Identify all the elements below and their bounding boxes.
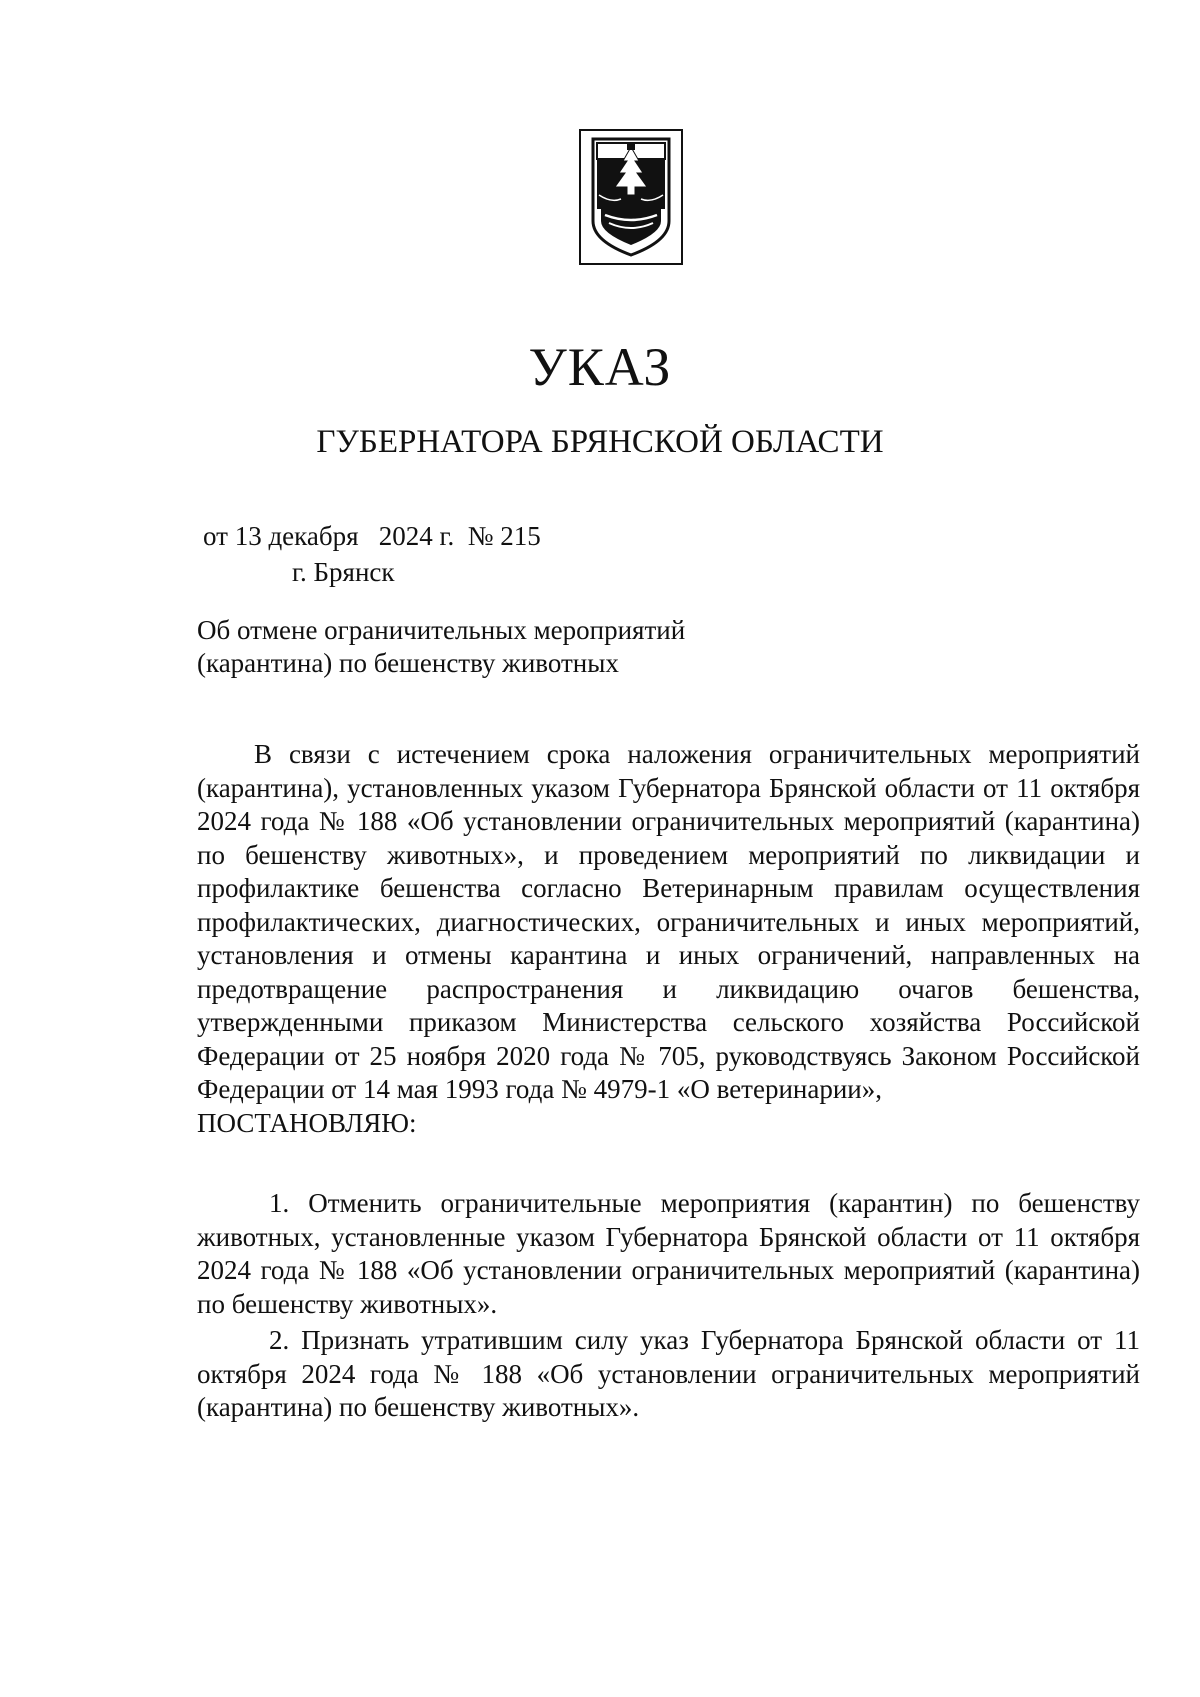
coat-of-arms-icon — [579, 129, 683, 265]
city-name: г. Брянск — [292, 557, 395, 587]
document-subtitle: ГУБЕРНАТОРА БРЯНСКОЙ ОБЛАСТИ — [316, 424, 884, 460]
decree-body — [197, 738, 1140, 1140]
document-title: УКАЗ — [528, 337, 672, 397]
decree-item-2: 2. Признать утратившим силу указ Губернатора Брянской области от 11 октября 2024 года № 188 «Об установлении ограничительных мероприятий (карантина) по бешенству животных». — [197, 1325, 1140, 1422]
subject-line-1: Об отмене ограничительных мероприятий — [197, 615, 686, 645]
decree-number: № 215 — [467, 521, 541, 551]
decree-date: от 13 декабря — [203, 521, 359, 551]
decree-items — [197, 1187, 1140, 1428]
date-number-line — [203, 520, 541, 552]
subject-line-2: (карантина) по бешенству животных — [197, 648, 619, 678]
decree-subject — [197, 614, 685, 680]
decree-year: 2024 г. — [378, 521, 455, 551]
preamble-paragraph: В связи с истечением срока наложения ограничительных мероприятий (карантина), установленных указом Губернатора Брянской области от 11 октября 2024 года № 188 «Об установлении ограничительных мероприятий (карантина) по бешенству животных», и проведением мероприятий по ликвидации и профилактике бешенства согласно Ветеринарным правилам осуществления профилактических, диагностических, ограничительных и иных мероприятий, установления и отмены карантина и иных ограничений, направленных на предотвращение распространения и ликвидацию очагов бешенства, утвержденными приказом Министерства сельского хозяйства Российской Федерации от 25 ноября 2020 года № 705, руководствуясь Законом Российской Федерации от 14 мая 1993 года № 4979-1 «О ветеринарии», — [197, 739, 1140, 1104]
decree-word: ПОСТАНОВЛЯЮ: — [197, 1107, 417, 1138]
decree-item-1: 1. Отменить ограничительные мероприятия (карантин) по бешенству животных, установленные указом Губернатора Брянской области от 11 октября 2024 года № 188 «Об установлении ограничительных мероприятий (карантина) по бешенству животных». — [197, 1188, 1140, 1319]
